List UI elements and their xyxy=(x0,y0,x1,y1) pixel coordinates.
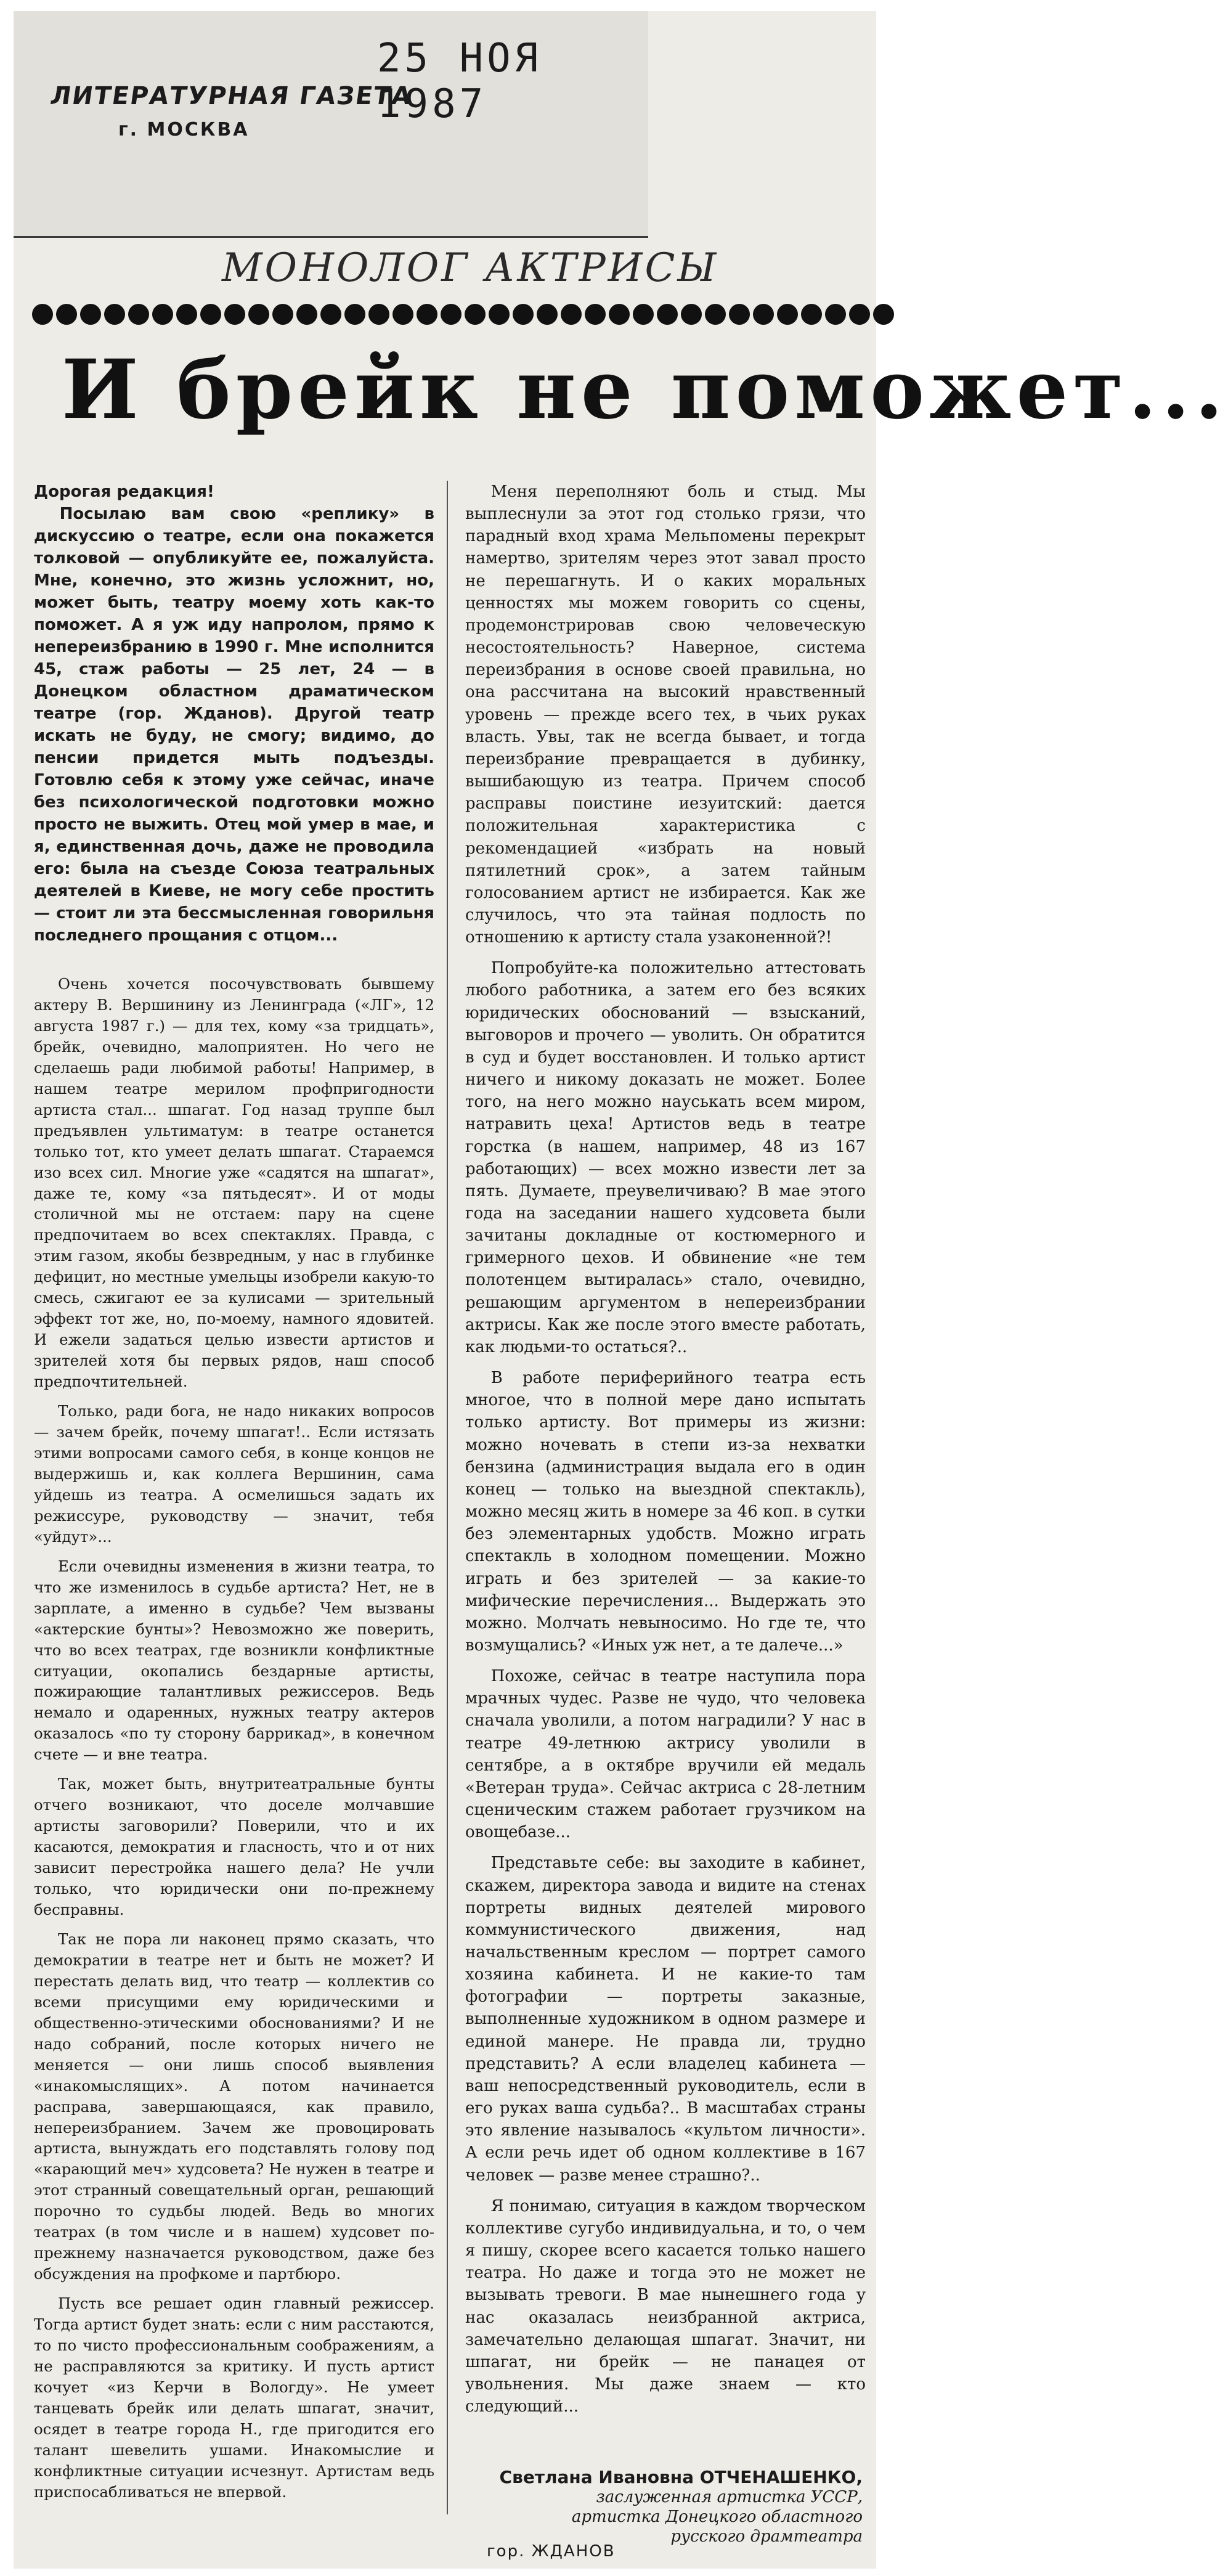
author-signature xyxy=(493,2467,863,2546)
article-column-right xyxy=(465,481,866,2418)
masthead-panel xyxy=(14,11,648,238)
rule-dot xyxy=(224,304,245,325)
rule-dot xyxy=(417,304,437,325)
paragraph: Только, ради бога, не надо никаких вопросов — зачем брейк, почему шпагат!.. Если истязать этими вопросами самого себя, в конце концов не выдержишь и, как коллега Вершинин, сама уйдешь из театра. А осмелишься задать их режиссуре, руководству — значит, тебя «уйдут»... xyxy=(34,1402,434,1546)
rule-dot xyxy=(368,304,389,325)
rule-dot xyxy=(777,304,798,325)
paragraph: Дорогая редакция! xyxy=(34,483,214,501)
rule-dot xyxy=(176,304,197,325)
paragraph: В работе периферийного театра есть многое, что в полной мере дано испытать только артисту. Вот примеры из жизни: можно ночевать в степи из-за нехватки бензина (администрация выдала его в один конец — только на выездной спектакль), можно месяц жить в номере за 46 коп. в сутки без элементарных удобств. Можно играть спектакль в холодном помещении. Можно играть и без зрителей — за какие-то мифические перечисления... Выдержать это можно. Молчать невыносимо. Но где те, что возмущались? «Иных уж нет, а те далече...» xyxy=(465,1369,866,1655)
rule-dot xyxy=(561,304,582,325)
rule-dot xyxy=(609,304,630,325)
rule-dot xyxy=(633,304,654,325)
rule-dot xyxy=(849,304,870,325)
rule-dot xyxy=(705,304,726,325)
rule-dot xyxy=(200,304,221,325)
paragraph: Если очевидны изменения в жизни театра, то что же изменилось в судьбе артиста? Нет, не в зарплате, а именно в судьбе? Чем вызваны «актерские бунты»? Невозможно же поверить, что во всех театрах, где возникли конфликтные ситуации, окопались бездарные артисты, пожирающие талантливых режиссеров. Ведь немало и одаренных, нужных театру актеров оказалось «по ту сторону баррикад», в конечном счете — и вне театра. xyxy=(34,1557,434,1764)
letter-intro xyxy=(34,481,434,947)
rule-dot xyxy=(657,304,678,325)
date-stamp: 25 НОЯ 1987 xyxy=(377,36,542,127)
paragraph: Попробуйте-ка положительно аттестовать любого работника, а затем его без всяких юридических обоснований — взысканий, выговоров и прочего — уволить. Он обратится в суд и будет восстановлен. И только артист ничего и никому доказать не может. Более того, на него можно науськать всем миром, натравить цеха! Артистов ведь в театре горстка (в нашем, например, 48 из 167 работающих) — всех можно извести лет за пять. Думаете, преувеличиваю? В мае этого года на заседании нашего худсовета были зачитаны докладные от костюмерного и гримерного цехов. И обвинение «не тем полотенцем вытиралась» стало, очевидно, решающим аргументом в непереизбрании актрисы. Как же после этого вместе работать, как людьми-то остаться?.. xyxy=(465,959,866,1356)
author-title-3: русского драмтеатра xyxy=(670,2527,863,2546)
rule-dot xyxy=(80,304,101,325)
rule-dot xyxy=(248,304,269,325)
rule-dot xyxy=(392,304,413,325)
rule-dot xyxy=(465,304,486,325)
rubric-title: МОНОЛОГ АКТРИСЫ xyxy=(222,245,719,291)
right-column-body xyxy=(465,481,866,2418)
paragraph: Я понимаю, ситуация в каждом творческом коллективе сугубо индивидуальна, и то, о чем я пишу, скорее всего касается только нашего театра. Но даже и тогда это не может не вызывать тревоги. В мае нынешнего года у нас оказалась неизбранной актриса, замечательно делающая шпагат. Значит, ни шпагат, ни брейк — не панацея от увольнения. Мы даже знаем — кто следующий... xyxy=(465,2196,866,2416)
paragraph: Так не пора ли наконец прямо сказать, что демократии в театре нет и быть не может? И перестать делать вид, что театр — коллектив со всеми присущими ему юридическими и общественно-этическими обоснованиями? И не надо собраний, после которых ничего не меняется — они лишь способ выявления «инакомыслящих». А потом начинается расправа, завершающаяся, как правило, непереизбранием. Зачем же провоцировать артиста, вынуждать его подставлять голову под «карающий меч» худсовета? Не нужен в театре и этот странный совещательный орган, решающий порочно то судьбы людей. Ведь во многих театрах (в том числе и в нашем) худсовет по-прежнему назначается руководством, даже без обсуждения на профкоме и партбюро. xyxy=(34,1930,434,2283)
article-headline: И брейк не поможет... xyxy=(62,342,1228,438)
paragraph: Посылаю вам свою «реплику» в дискуссию о театре, если она покажется толковой — опубликуйте ее, пожалуйста. Мне, конечно, это жизнь усложнит, но, может быть, театру моему хоть как-то поможет. А я уж иду напролом, прямо к непереизбранию в 1990 г. Мне исполнится 45, стаж работы — 25 лет, 24 — в Донецком областном драматическом театре (гор. Жданов). Другой театр искать не буду, не смогу; видимо, до пенсии придется мыть подъезды. Готовлю себя к этому уже сейчас, иначе без психологической подготовки можно просто не выжить. Отец мой умер в мае, и я, единственная дочь, даже не проводила его: была на съезде Союза театральных деятелей в Киеве, не могу себе простить — стоит ли эта бессмысленная говорильня последнего прощания с отцом... xyxy=(34,505,434,945)
rule-dot xyxy=(489,304,510,325)
author-name: Светлана Ивановна ОТЧЕНАШЕНКО, xyxy=(499,2467,863,2487)
author-city: гор. ЖДАНОВ xyxy=(487,2542,616,2561)
rule-dot xyxy=(441,304,462,325)
rule-dot xyxy=(344,304,365,325)
paragraph: Очень хочется посочувствовать бывшему актеру В. Вершинину из Ленинграда («ЛГ», 12 августа 1987 г.) — для тех, кому «за тридцать», брейк, очевидно, малоприятен. Но чего не сделаешь ради любимой работы! Например, в нашем театре мерилом профпригодности артиста стал... шпагат. Год назад труппе был предъявлен ультиматум: в театре останется только тот, кто умеет делать шпагат. Стараемся изо всех сил. Многие уже «садятся на шпагат», даже те, кому «за пятьдесят». И от моды столичной мы не отстаем: пару на сцене предпочитаем во всех спектаклях. Правда, с этим газом, якобы безвредным, у нас в глубинке дефицит, но местные умельцы изобрели какую-то смесь, сжигают ее за кулисами — зрительный эффект тот же, но, по-моему, намного ядовитей. И ежели задаться целью извести артистов и зрителей хотя бы первых рядов, наш способ предпочтительней. xyxy=(34,975,434,1391)
rule-dot xyxy=(128,304,149,325)
rule-dot xyxy=(296,304,317,325)
section-gap xyxy=(34,947,434,974)
dot-rule xyxy=(32,302,858,327)
rule-dot xyxy=(537,304,558,325)
rule-dot xyxy=(873,304,894,325)
rule-dot xyxy=(152,304,173,325)
paragraph: Так, может быть, внутритеатральные бунты отчего возникают, что доселе молчавшие артисты заговорили? Поверили, что и их касаются, демократия и гласность, что и от них зависит перестройка нашего дела? Не учли только, что юридически они по-прежнему бесправны. xyxy=(34,1775,434,1918)
paragraph: Меня переполняют боль и стыд. Мы выплеснули за этот год столько грязи, что парадный вход храма Мельпомены перекрыт намертво, зрителям через этот завал просто не перешагнуть. И о каких моральных ценностях мы можем говорить со сцены, продемонстрировав свою человеческую несостоятельность? Наверное, система переизбрания в основе своей правильна, но она рассчитана на высокий нравственный уровень — прежде всего тех, в чьих руках власть. Увы, так не всегда бывает, и тогда переизбрание превращается в дубинку, вышибающую из театра. Причем способ расправы поистине иезуитский: дается положительная характеристика с рекомендацией «избрать на новый пятилетний срок», а затем тайным голосованием артист не избирается. Как же случилось, что эта тайная подлость по отношению к артисту стала узаконенной?! xyxy=(465,483,866,947)
newspaper-city: г. МОСКВА xyxy=(118,119,250,141)
paragraph: Пусть все решает один главный режиссер. Тогда артист будет знать: если с ним расстаются, то по чисто профессиональным соображениям, а не расправляются за критику. И пусть артист кочует «из Керчи в Вологду». Не умеет танцевать брейк или делать шпагат, значит, осядет в театре города Н., где пригодится его талант шевелить ушами. Инакомыслие и конфликтные ситуации исчезнут. Артистам ведь приспосабливаться не впервой. xyxy=(34,2294,434,2501)
paragraph: Похоже, сейчас в театре наступила пора мрачных чудес. Разве не чудо, что человека сначала уволили, а потом наградили? У нас в театре 49-летнюю актрису уволили в сентябре, а в октябре вручили ей медаль «Ветеран труда». Сейчас актриса с 28-летним сценическим стажем работает грузчиком на овощебазе... xyxy=(465,1667,866,1842)
rule-dot xyxy=(32,304,53,325)
rule-dot xyxy=(272,304,293,325)
rule-dot xyxy=(825,304,846,325)
rule-dot xyxy=(585,304,606,325)
rule-dot xyxy=(681,304,702,325)
rule-dot xyxy=(320,304,341,325)
rule-dot xyxy=(56,304,77,325)
left-column-body xyxy=(34,974,434,2503)
rule-dot xyxy=(513,304,534,325)
rule-dot xyxy=(104,304,125,325)
paragraph: Представьте себе: вы заходите в кабинет, скажем, директора завода и видите на стенах портреты видных деятелей мирового коммунистического движения, над начальственным креслом — портрет самого хозяина кабинета. И не какие-то там фотографии — портреты заказные, выполненные художником в одном размере и единой манере. Не правда ли, трудно представить? А если владелец кабинета — ваш непосредственный руководитель, если в его руках ваша судьба?.. В масштабах страны это явление называлось «культом личности». А если речь идет об одном коллективе в 167 человек — разве менее страшно?.. xyxy=(465,1854,866,2185)
rule-dot xyxy=(753,304,774,325)
rule-dot xyxy=(729,304,750,325)
rule-dot xyxy=(801,304,822,325)
author-title-1: заслуженная артистка УССР, xyxy=(596,2488,863,2506)
author-title-2: артистка Донецкого областного xyxy=(571,2508,863,2526)
article-column-left xyxy=(34,481,434,2503)
newspaper-name: ЛИТЕРАТУРНАЯ ГАЗЕТА xyxy=(48,82,414,110)
column-divider xyxy=(447,481,448,2514)
